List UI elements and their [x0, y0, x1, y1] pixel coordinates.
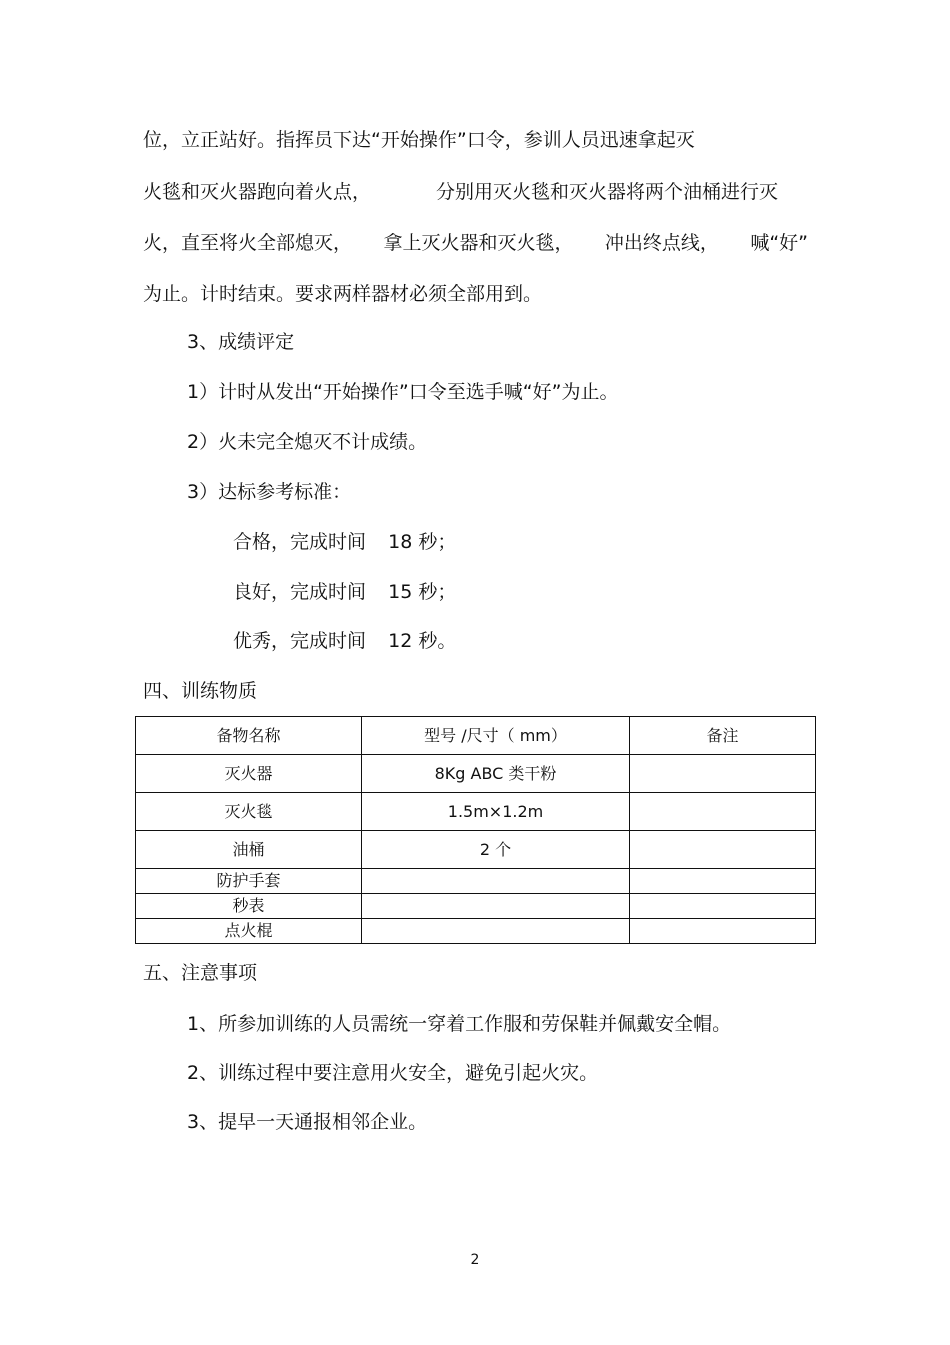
paragraph-line-2-part-2: 分别用灭火毯和灭火器将两个油桶进行灭	[435, 181, 778, 203]
standard-good	[233, 580, 456, 604]
table-cell-remark	[630, 869, 816, 894]
table-row	[136, 755, 816, 793]
table-cell-model: 2 个	[362, 831, 630, 869]
table-cell-model: 8Kg ABC 类干粉	[362, 755, 630, 793]
table-cell-name: 油桶	[136, 831, 362, 869]
table-row	[136, 919, 816, 944]
standard-excellent-time: 12 秒。	[388, 630, 457, 652]
standard-good-time: 15 秒；	[388, 581, 457, 603]
table-cell-model	[362, 919, 630, 944]
table-row	[136, 793, 816, 831]
paragraph-line-3-part-1: 火，直至将火全部熄灭，	[143, 232, 353, 254]
table-header-row	[136, 717, 816, 755]
table-cell-name: 灭火毯	[136, 793, 362, 831]
table-cell-remark	[630, 793, 816, 831]
standard-pass-time: 18 秒；	[388, 531, 457, 553]
table-cell-remark	[630, 919, 816, 944]
notice-item-3: 3、提早一天通报相邻企业。	[187, 1111, 428, 1133]
paragraph-line-3	[143, 231, 808, 255]
table-cell-name: 防护手套	[136, 869, 362, 894]
table-header-remark: 备注	[630, 717, 816, 755]
page-number: 2	[470, 1252, 480, 1268]
paragraph-line-4: 为止。计时结束。要求两样器材必须全部用到。	[143, 283, 543, 305]
table-cell-model: 1.5m×1.2m	[362, 793, 630, 831]
table-row	[136, 894, 816, 919]
paragraph-line-3-part-2: 拿上灭火器和灭火毯，	[383, 232, 574, 254]
paragraph-line-2	[143, 180, 778, 204]
table-cell-name: 秒表	[136, 894, 362, 919]
scoring-item-2: 2）火未完全熄灭不计成绩。	[187, 431, 428, 453]
scoring-item-3: 3）达标参考标准：	[187, 481, 352, 503]
section-4-heading: 四、训练物质	[143, 680, 258, 702]
notice-item-1: 1、所参加训练的人员需统一穿着工作服和劳保鞋并佩戴安全帽。	[187, 1013, 732, 1035]
paragraph-line-3-part-3: 冲出终点线，	[604, 232, 719, 254]
table-row	[136, 869, 816, 894]
materials-table	[135, 716, 816, 944]
scoring-heading: 3、成绩评定	[187, 331, 295, 353]
table-cell-remark	[630, 755, 816, 793]
paragraph-line-1: 位，立正站好。指挥员下达“开始操作”口令，参训人员迅速拿起灭	[143, 129, 695, 151]
standard-pass-grade: 合格，完成时间	[233, 531, 367, 553]
paragraph-line-3-part-4: 喊“好”	[750, 232, 808, 254]
standard-excellent	[233, 629, 456, 653]
table-cell-model	[362, 869, 630, 894]
table-cell-model	[362, 894, 630, 919]
table-header-model: 型号 /尺寸（ mm）	[362, 717, 630, 755]
standard-pass	[233, 530, 456, 554]
table-row	[136, 831, 816, 869]
standard-excellent-grade: 优秀，完成时间	[233, 630, 367, 652]
table-cell-name: 灭火器	[136, 755, 362, 793]
section-5-heading: 五、注意事项	[143, 962, 258, 984]
notice-item-2: 2、训练过程中要注意用火安全，避免引起火灾。	[187, 1062, 599, 1084]
table-cell-remark	[630, 894, 816, 919]
table-cell-remark	[630, 831, 816, 869]
table-cell-name: 点火棍	[136, 919, 362, 944]
standard-good-grade: 良好，完成时间	[233, 581, 367, 603]
table-header-name: 备物名称	[136, 717, 362, 755]
scoring-item-1: 1）计时从发出“开始操作”口令至选手喊“好”为止。	[187, 381, 619, 403]
paragraph-line-2-part-1: 火毯和灭火器跑向着火点，	[143, 181, 372, 203]
